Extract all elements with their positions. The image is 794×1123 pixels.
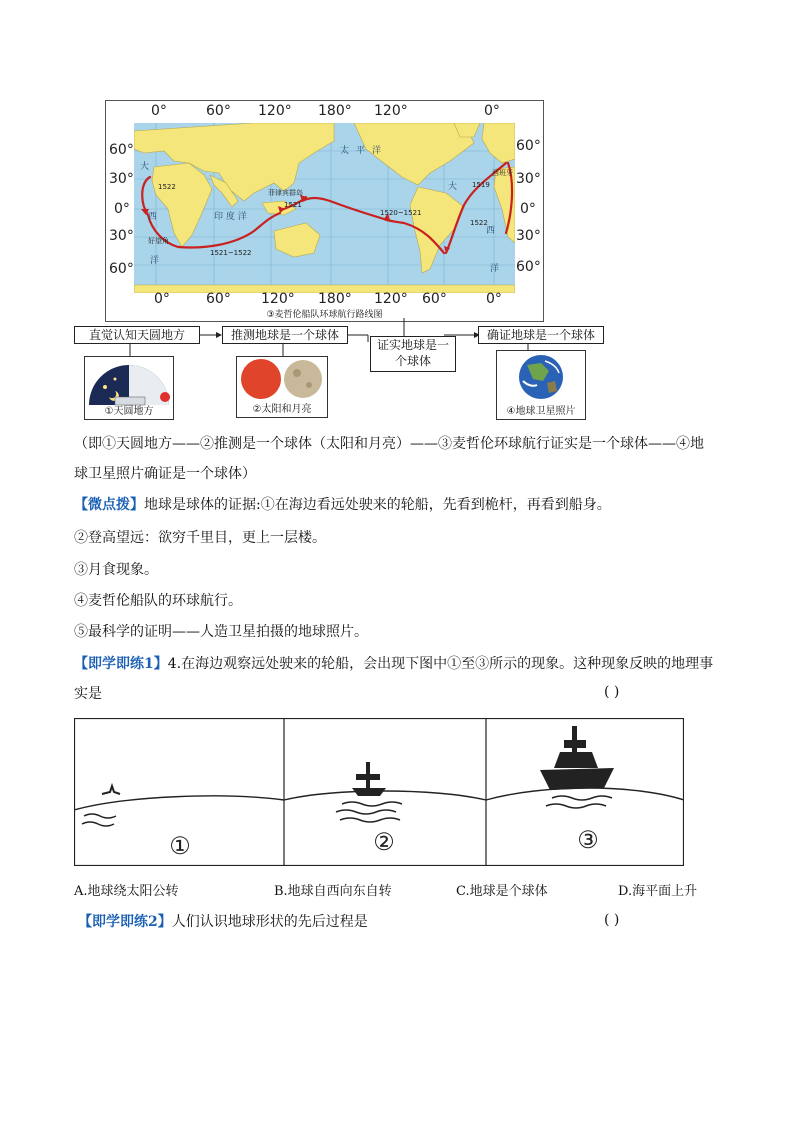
label-cape-good-hope: 好望角 (148, 237, 169, 245)
q1-tag: 【即学即练1】 (74, 656, 168, 672)
label-indian-ocean: 印 度 洋 (214, 212, 247, 222)
map-right-tick: 30° (516, 171, 541, 187)
map-top-tick: 60° (206, 103, 231, 119)
map-bottom-tick: 0° (154, 291, 170, 307)
tip-text: 地球是球体的证据:①在海边看远处驶来的轮船，先看到桅杆，再看到船身。 (144, 497, 611, 513)
pic-satellite-earth (496, 350, 586, 420)
pic1-label: ①天圆地方 (104, 406, 154, 417)
evidence-3: ③月食现象。 (74, 562, 158, 578)
label-atlantic-xi-left: 西 (148, 212, 158, 222)
map-caption: ③麦哲伦船队环球航行路线图 (266, 310, 383, 320)
summary-line-1: （即①天圆地方——②推测是一个球体（太阳和月亮）——③麦哲伦环球航行证实是一个球体——④地 (74, 436, 704, 452)
label-taiping-2: 平 (356, 146, 366, 156)
flow-box-proof-line2: 个球体 (394, 354, 431, 368)
label-philippines: 菲律宾群岛 (268, 189, 303, 197)
pic-round-sky-square-earth (84, 356, 174, 420)
world-map (134, 123, 515, 293)
tip-paragraph (74, 495, 611, 515)
label-atlantic-da-right: 大 (448, 182, 458, 192)
map-left-tick: 30° (109, 228, 134, 244)
map-top-tick: 120° (258, 103, 292, 119)
map-top-tick: 120° (374, 103, 408, 119)
map-right-tick: 60° (516, 259, 541, 275)
year-label: 1520~1521 (380, 209, 422, 217)
question-1 (74, 654, 713, 674)
map-bottom-tick: 60° (206, 291, 231, 307)
flow-box-proof-line1: 证实地球是一 (376, 338, 449, 352)
year-label: 1522 (158, 183, 176, 191)
year-label: 1522 (470, 219, 488, 227)
map-left-tick: 30° (109, 171, 134, 187)
map-right-tick: 60° (516, 138, 541, 154)
q2-tag: 【即学即练2】 (78, 914, 172, 930)
evidence-4: ④麦哲伦船队的环球航行。 (74, 593, 242, 609)
map-bottom-tick: 120° (374, 291, 408, 307)
label-spain: 西班牙 (492, 169, 513, 177)
label-taiping-3: 洋 (372, 146, 382, 156)
option-b[interactable]: B.地球自西向东自转 (274, 884, 392, 899)
panel-label-3: ③ (577, 826, 599, 854)
map-top-tick: 0° (151, 103, 167, 119)
map-bottom-tick: 0° (486, 291, 502, 307)
question-2 (78, 912, 368, 932)
q1-text: 4.在海边观察远处驶来的轮船，会出现下图中①至③所示的现象。这种现象反映的地理事 (167, 656, 714, 672)
map-right-tick: 30° (516, 228, 541, 244)
evidence-2: ②登高望远：欲穷千里目，更上一层楼。 (74, 530, 326, 546)
pic2-label: ②太阳和月亮 (252, 404, 312, 415)
map-top-tick: 0° (484, 103, 500, 119)
flow-box-speculation: 推测地球是一个球体 (222, 326, 348, 344)
label-atlantic-xi-right: 西 (486, 226, 496, 236)
ship-observation-figure (74, 718, 684, 866)
pic-sun-and-moon (236, 356, 328, 418)
map-left-tick: 60° (109, 142, 134, 158)
sun-moon-illustration (237, 357, 327, 401)
panel-label-2: ② (373, 828, 395, 856)
year-label: 1521 (284, 201, 302, 209)
q2-text: 人们认识地球形状的先后过程是 (171, 914, 368, 930)
label-atlantic-yang-left: 洋 (150, 256, 160, 266)
label-taiping-1: 太 (340, 146, 350, 156)
label-atlantic-da-left: 大 (140, 162, 150, 172)
option-c[interactable]: C.地球是个球体 (456, 884, 548, 899)
option-d[interactable]: D.海平面上升 (618, 884, 698, 899)
panel-label-1: ① (169, 832, 191, 860)
map-left-tick: 60° (109, 261, 134, 277)
magellan-route-map (105, 100, 544, 322)
map-top-tick: 180° (318, 103, 352, 119)
label-atlantic-yang-right: 洋 (490, 264, 500, 274)
map-bottom-tick: 60° (422, 291, 447, 307)
tip-tag: 【微点拨】 (74, 497, 144, 513)
map-right-tick: 0° (520, 201, 536, 217)
pic4-label: ④地球卫星照片 (506, 406, 576, 417)
year-label: 1519 (472, 181, 490, 189)
evidence-5: ⑤最科学的证明——人造卫星拍摄的地球照片。 (74, 624, 368, 640)
map-left-tick: 0° (114, 201, 130, 217)
q2-answer-blank[interactable]: ( ) (604, 912, 620, 928)
map-bottom-tick: 120° (261, 291, 295, 307)
flow-box-intuition: 直觉认知天圆地方 (74, 326, 200, 344)
earth-illustration (497, 351, 585, 403)
option-a[interactable]: A.地球绕太阳公转 (74, 884, 179, 899)
dome-illustration (85, 357, 173, 407)
flow-box-confirmation: 确证地球是一个球体 (478, 326, 604, 344)
summary-line-2: 球卫星照片确证是一个球体） (74, 466, 256, 482)
year-label: 1521~1522 (210, 249, 252, 257)
map-bottom-tick: 180° (318, 291, 352, 307)
flow-box-proof (370, 336, 456, 372)
q1-answer-blank[interactable]: ( ) (604, 684, 620, 700)
q1-text-line2: 实是 (74, 686, 102, 702)
